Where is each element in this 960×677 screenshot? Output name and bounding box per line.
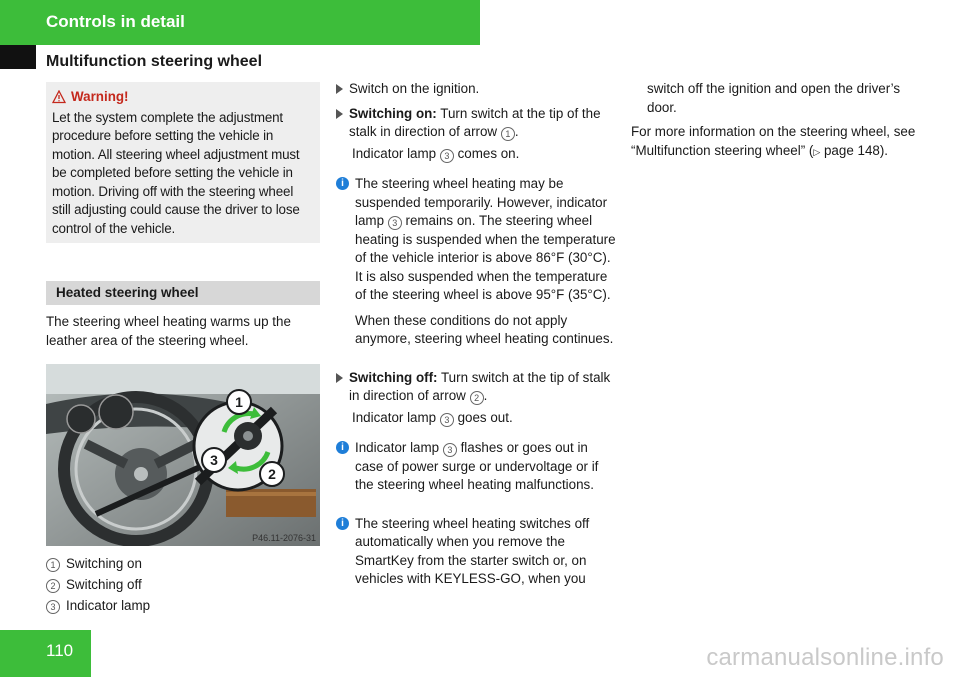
page-number: 110 [46, 641, 74, 660]
ref-number: 2 [470, 391, 484, 405]
steering-stalk-photo [46, 364, 320, 546]
step-arrow-icon [336, 109, 343, 119]
ref-number: 3 [440, 149, 454, 163]
callout-2 [260, 462, 284, 486]
legend-label: Indicator lamp [66, 598, 151, 614]
result-text: Indicator lamp [352, 145, 437, 161]
ref-number: 1 [501, 127, 515, 141]
info-text-part: flashes or goes out in case of power surge or undervoltage or if the steering wheel heating malfunctions. [355, 440, 599, 492]
result-text: comes on. [457, 145, 520, 161]
page-number-box [0, 630, 91, 677]
step-punct: . [514, 124, 519, 139]
steering-stalk-illustration [46, 364, 320, 546]
info-note-auto-off [336, 515, 616, 596]
heated-steering-wheel-heading: Heated steering wheel [46, 281, 320, 305]
page-title: Multifunction steering wheel [46, 53, 263, 70]
info-text-part: Indicator lamp [355, 440, 440, 455]
warning-title: Warning! [71, 89, 129, 104]
callout-1 [227, 390, 251, 414]
legend-item [46, 596, 320, 617]
legend-item [46, 554, 320, 575]
ref-number: 3 [443, 443, 457, 457]
info-note-suspend [336, 175, 616, 356]
result-text: goes out. [457, 409, 513, 425]
svg-text:2: 2 [268, 466, 276, 482]
column-middle [336, 80, 616, 609]
svg-text:1: 1 [235, 394, 243, 410]
svg-text:3: 3 [210, 452, 218, 468]
column-right [631, 80, 916, 167]
step-switching-on [336, 105, 616, 142]
step-label: Switching on: [349, 105, 437, 121]
info-text-part: When these conditions do not apply anymore, steering wheel heating continues. [355, 312, 614, 346]
legend-number: 1 [46, 558, 60, 572]
step-result-off [352, 409, 616, 428]
step-switching-off [336, 369, 616, 406]
step-punct: . [483, 388, 488, 403]
result-text: Indicator lamp [352, 409, 437, 425]
heated-intro-text: The steering wheel heating warms up the leather area of the steering wheel. [46, 314, 291, 348]
info-text-part: remains on. The steering wheel heating is suspended when the temperature of the vehicle interior is above 86°F (30°C). It is also suspended when the temperature of the steering wheel is above 95°F (35°C). [355, 213, 616, 302]
step-desc: Turn switch at the tip of the stalk in direction of arrow [349, 105, 601, 139]
legend-number: 2 [46, 579, 60, 593]
watermark: carmanualsonline.info [706, 644, 944, 671]
step-label: Switching off: [349, 369, 438, 385]
section-tab-marker [0, 45, 36, 69]
header-bar [0, 0, 480, 45]
more-info-text [631, 123, 916, 161]
more-info-part: For more information on the steering wheel, see “Multifunction steering wheel” ( [631, 124, 916, 158]
info-text [355, 175, 616, 356]
column-left [46, 80, 320, 617]
info-note-malfunction [336, 439, 616, 502]
legend-label: Switching on [66, 556, 142, 572]
warning-text: Let the system complete the adjustment procedure before setting the vehicle in motion. All steering wheel adjustment must be completed before setting the vehicle in motion. Driving off with the steering wheel still adjusting could cause the driver to lose control of the vehicle. [52, 109, 300, 236]
figure-legend [46, 554, 320, 617]
section-title: Controls in detail [46, 12, 185, 31]
ref-number: 3 [440, 413, 454, 427]
step-ignition [336, 80, 616, 99]
page-ref-arrow-icon: ▷ [813, 146, 821, 157]
callout-3 [202, 448, 226, 472]
step-desc: Turn switch at the tip of stalk in direction of arrow [349, 369, 611, 403]
info-text-part: The steering wheel heating may be suspended temporarily. However, indicator lamp [355, 176, 608, 228]
warning-box [46, 82, 320, 243]
step-text: Switch on the ignition. [349, 81, 480, 96]
step-text [349, 369, 616, 406]
step-result-on [352, 145, 616, 164]
step-arrow-icon [336, 84, 343, 94]
info-icon: i [336, 517, 349, 530]
ref-number: 3 [388, 216, 402, 230]
continued-text: switch off the ignition and open the driver’s door. [647, 81, 901, 115]
step-text [349, 105, 616, 142]
info-text-part: The steering wheel heating switches off automatically when you remove the SmartKey from the starter switch or, on vehicles with KEYLESS-GO, when you [355, 515, 590, 586]
legend-number: 3 [46, 600, 60, 614]
info-text [355, 515, 616, 596]
info-text [355, 439, 616, 502]
warning-triangle-icon [52, 90, 66, 104]
info-icon: i [336, 177, 349, 190]
legend-item [46, 575, 320, 596]
more-info-part[interactable]: page 148). [820, 142, 889, 158]
legend-label: Switching off [66, 577, 142, 593]
step-arrow-icon [336, 373, 343, 383]
warning-header [52, 88, 314, 107]
figure-code: P46.11-2076-31 [252, 533, 316, 543]
info-icon: i [336, 441, 349, 454]
